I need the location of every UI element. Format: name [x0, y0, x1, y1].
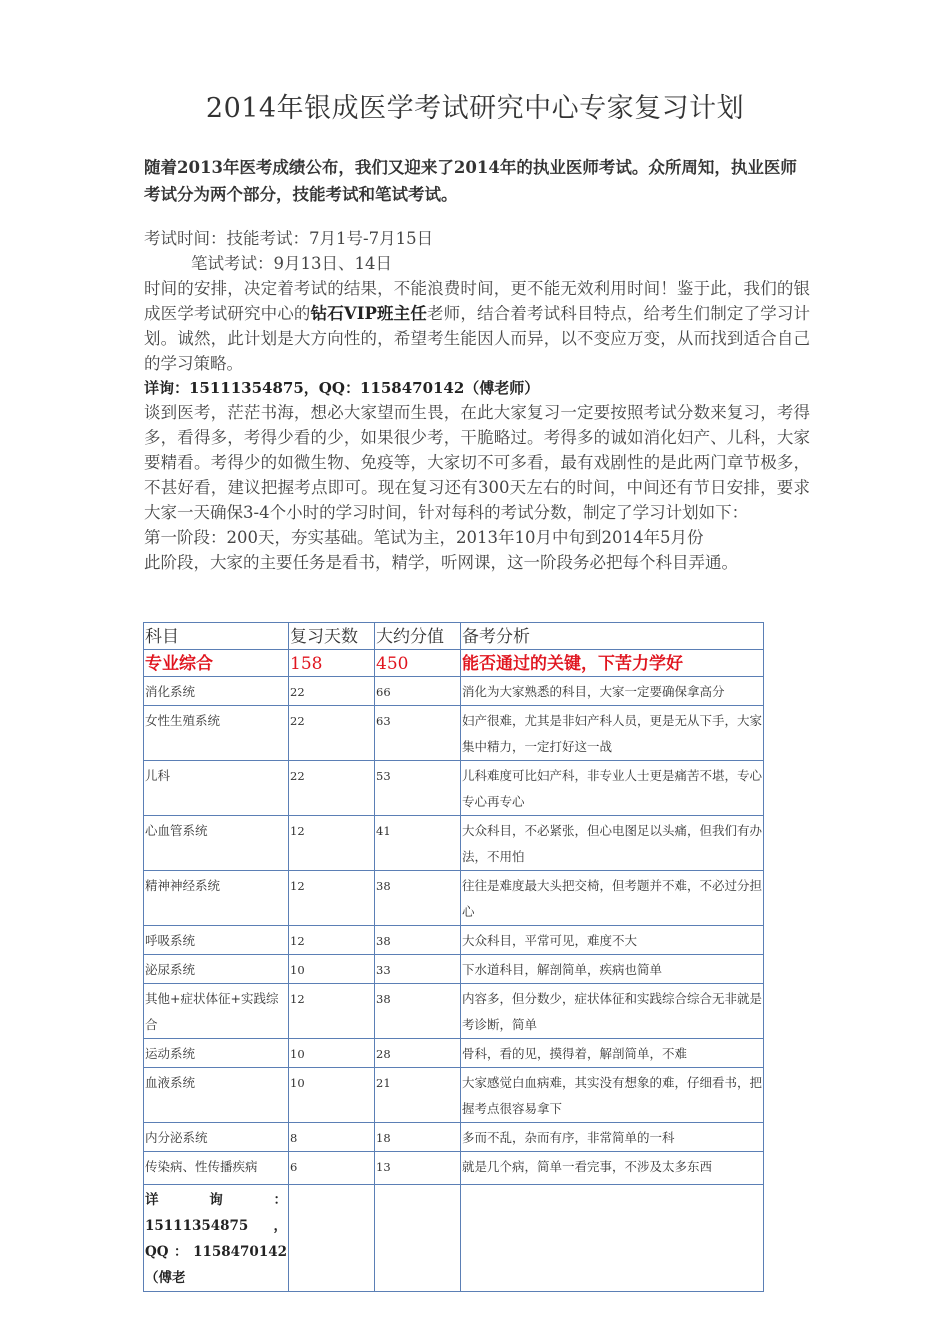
- exam-time-skill: 考试时间：技能考试：7月1号-7月15日: [144, 229, 434, 248]
- table-row: [144, 926, 764, 955]
- table-footer-row: [144, 1185, 764, 1292]
- study-advice-block: [144, 400, 810, 575]
- cell-score: 18: [375, 1123, 461, 1152]
- cell-score: 41: [375, 816, 461, 871]
- stage1-heading: 第一阶段：200天，夯实基础。笔试为主，2013年10月中旬到2014年5月份: [144, 528, 704, 547]
- cell-score: 53: [375, 761, 461, 816]
- cell-score: 28: [375, 1039, 461, 1068]
- cell-subject: 女性生殖系统: [144, 706, 289, 761]
- exam-time-block: [144, 226, 810, 276]
- cell-analysis: 儿科难度可比妇产科，非专业人士更是痛苦不堪，专心专心再专心: [461, 761, 764, 816]
- cell-score: 13: [375, 1152, 461, 1185]
- table-row: [144, 871, 764, 926]
- table-row: [144, 1039, 764, 1068]
- table-header-row: [144, 623, 764, 650]
- cell-score: 33: [375, 955, 461, 984]
- cell-subject: 心血管系统: [144, 816, 289, 871]
- table-row: [144, 816, 764, 871]
- cell-subject: 泌尿系统: [144, 955, 289, 984]
- cell-subject: 消化系统: [144, 677, 289, 706]
- cell-days: 12: [289, 926, 375, 955]
- intro-paragraph: 随着2013年医考成绩公布，我们又迎来了2014年的执业医师考试。众所周知，执业医师考试分为两个部分，技能考试和笔试考试。: [144, 158, 797, 204]
- cell-analysis: 大家感觉白血病难，其实没有想象的难，仔细看书，把握考点很容易拿下: [461, 1068, 764, 1123]
- cell-score: 38: [375, 926, 461, 955]
- cell-subject: 内分泌系统: [144, 1123, 289, 1152]
- empty-cell: [375, 1185, 461, 1292]
- cell-days: 8: [289, 1123, 375, 1152]
- cell-subject: 血液系统: [144, 1068, 289, 1123]
- table-row: [144, 706, 764, 761]
- cell-days: 12: [289, 984, 375, 1039]
- header-days: 复习天数: [289, 623, 375, 650]
- highlight-score: 450: [375, 650, 461, 677]
- cell-days: 10: [289, 955, 375, 984]
- header-score: 大约分值: [375, 623, 461, 650]
- table-row: [144, 1152, 764, 1185]
- cell-days: 12: [289, 871, 375, 926]
- highlight-analysis: 能否通过的关键，下苦力学好: [461, 650, 764, 677]
- table-row: [144, 677, 764, 706]
- table-row: [144, 955, 764, 984]
- plan-paragraph: [144, 276, 810, 376]
- cell-analysis: 大众科目，不必紧张，但心电图足以头痛，但我们有办法，不用怕: [461, 816, 764, 871]
- cell-score: 66: [375, 677, 461, 706]
- cell-score: 63: [375, 706, 461, 761]
- cell-analysis: 大众科目，平常可见，难度不大: [461, 926, 764, 955]
- cell-analysis: 消化为大家熟悉的科目，大家一定要确保拿高分: [461, 677, 764, 706]
- empty-cell: [461, 1185, 764, 1292]
- cell-subject: 运动系统: [144, 1039, 289, 1068]
- cell-days: 6: [289, 1152, 375, 1185]
- cell-subject: 传染病、性传播疾病: [144, 1152, 289, 1185]
- plan-paragraph-text-b: 老师，结合着考试科目特点，给考生们制定了学习计划。诚然，此计划是大方向性的，希望考生能因人而异，以不变应万变，从而找到适合自己的学习策略。: [144, 304, 811, 373]
- cell-days: 12: [289, 816, 375, 871]
- cell-days: 10: [289, 1068, 375, 1123]
- cell-analysis: 骨科，看的见，摸得着，解剖简单，不难: [461, 1039, 764, 1068]
- table-row: [144, 1068, 764, 1123]
- highlight-subject: 专业综合: [144, 650, 289, 677]
- cell-analysis: 多而不乱，杂而有序，非常简单的一科: [461, 1123, 764, 1152]
- table-row: [144, 761, 764, 816]
- cell-days: 22: [289, 761, 375, 816]
- cell-subject: 呼吸系统: [144, 926, 289, 955]
- cell-analysis: 内容多，但分数少，症状体征和实践综合综合无非就是考诊断，简单: [461, 984, 764, 1039]
- cell-subject: 精神神经系统: [144, 871, 289, 926]
- cell-days: 10: [289, 1039, 375, 1068]
- exam-time-written: 笔试考试：9月13日、14日: [191, 254, 392, 273]
- cell-subject: 其他+症状体征+实践综合: [144, 984, 289, 1039]
- header-analysis: 备考分析: [461, 623, 764, 650]
- header-subject: 科目: [144, 623, 289, 650]
- cell-score: 38: [375, 984, 461, 1039]
- plan-paragraph-text-a: 时间的安排，决定着考试的结果，不能浪费时间，更不能无效利用时间！鉴于此，我们的银成医学考试研究中心的: [144, 279, 810, 323]
- cell-days: 22: [289, 706, 375, 761]
- page-title: 2014年银成医学考试研究中心专家复习计划: [205, 93, 745, 124]
- cell-days: 22: [289, 677, 375, 706]
- study-plan-table: [143, 622, 764, 1292]
- vip-highlight: 钻石VIP班主任: [310, 304, 427, 323]
- study-advice-paragraph: 谈到医考，茫茫书海，想必大家望而生畏，在此大家复习一定要按照考试分数来复习，考得多，看得多，考得少看的少，如果很少考，干脆略过。考得多的诚如消化妇产、儿科，大家要精看。考得少的如微生物、免疫等，大家切不可多看，最有戏剧性的是此两门章节极多，不甚好看，建议把握考点即可。现在复习还有300天左右的时间，中间还有节日安排，要求大家一天确保3-4个小时的学习时间，针对每科的考试分数，制定了学习计划如下：: [144, 403, 810, 522]
- cell-subject: 儿科: [144, 761, 289, 816]
- table-row: [144, 984, 764, 1039]
- cell-analysis: 下水道科目，解剖简单，疾病也简单: [461, 955, 764, 984]
- footer-contact-cell: 详询：15111354875，QQ：1158470142（傅老: [144, 1185, 289, 1292]
- cell-score: 21: [375, 1068, 461, 1123]
- stage1-description: 此阶段，大家的主要任务是看书，精学，听网课，这一阶段务必把每个科目弄通。: [144, 553, 738, 572]
- highlight-days: 158: [289, 650, 375, 677]
- contact-line: 详询：15111354875，QQ：1158470142（傅老师）: [144, 379, 540, 397]
- table-highlight-row: [144, 650, 764, 677]
- empty-cell: [289, 1185, 375, 1292]
- cell-analysis: 妇产很难，尤其是非妇产科人员，更是无从下手，大家集中精力，一定打好这一战: [461, 706, 764, 761]
- cell-analysis: 就是几个病，简单一看完事，不涉及太多东西: [461, 1152, 764, 1185]
- cell-analysis: 往往是难度最大头把交椅，但考题并不难，不必过分担心: [461, 871, 764, 926]
- cell-score: 38: [375, 871, 461, 926]
- table-row: [144, 1123, 764, 1152]
